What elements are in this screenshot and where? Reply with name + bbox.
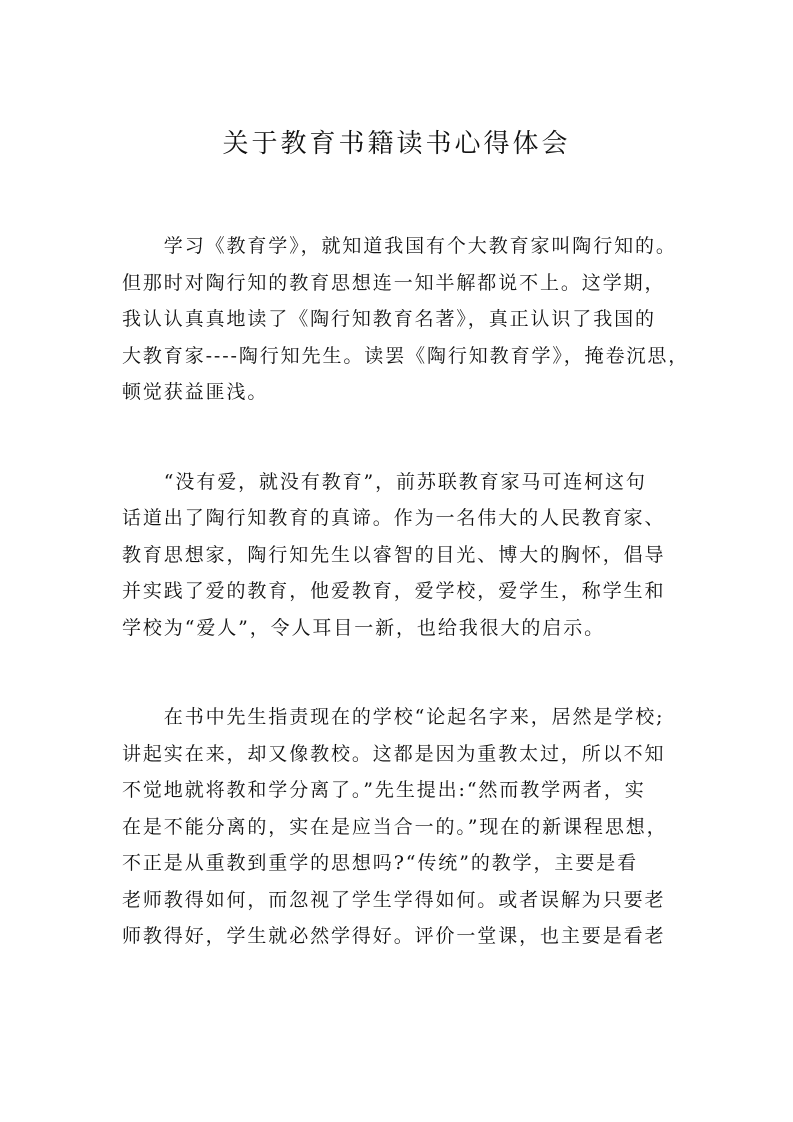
text-line: 学校为“爱人”，令人耳目一新，也给我很大的启示。 <box>122 616 606 639</box>
text-line: 我认认真真地读了《陶行知教育名著》，真正认识了我国的 <box>122 308 656 330</box>
paragraph-2 <box>122 464 677 647</box>
text-line: “没有爱，就没有教育”，前苏联教育家马可连柯这句 <box>122 470 647 493</box>
text-line: 大教育家----陶行知先生。读罢《陶行知教育学》，掩卷沉思， <box>122 344 690 367</box>
text-line: 老师教得如何，而忽视了学生学得如何。或者误解为只要老 <box>122 888 666 911</box>
text-line: 讲起实在来，却又像教校。这都是因为重教太过，所以不知 <box>122 742 666 765</box>
text-line: 学习《教育学》，就知道我国有个大教育家叫陶行知的。 <box>122 235 677 257</box>
text-line: 教育思想家，陶行知先生以睿智的目光、博大的胸怀，倡导 <box>122 543 666 566</box>
text-line: 话道出了陶行知教育的真谛。作为一名伟大的人民教育家、 <box>122 507 666 529</box>
text-line: 在是不能分离的，实在是应当合一的。”现在的新课程思想， <box>122 815 668 838</box>
document-title: 关于教育书籍读书心得体会 <box>222 129 571 159</box>
text-line: 顿觉获益匪浅。 <box>122 381 269 403</box>
text-line: 不觉地就将教和学分离了。”先生提出:“然而教学两者，实 <box>122 779 646 801</box>
text-line: 但那时对陶行知的教育思想连一知半解都说不上。这学期， <box>122 271 666 294</box>
document-body <box>122 228 690 955</box>
paragraph-1 <box>122 228 690 411</box>
text-line: 不正是从重教到重学的思想吗?“传统”的教学，主要是看 <box>122 852 639 874</box>
text-line: 在书中先生指责现在的学校“论起名字来，居然是学校; <box>122 706 665 728</box>
paragraph-3 <box>122 699 677 955</box>
text-line: 师教得好，学生就必然学得好。评价一堂课，也主要是看老 <box>122 925 666 947</box>
text-line: 并实践了爱的教育，他爱教育，爱学校，爱学生，称学生和 <box>122 580 666 602</box>
